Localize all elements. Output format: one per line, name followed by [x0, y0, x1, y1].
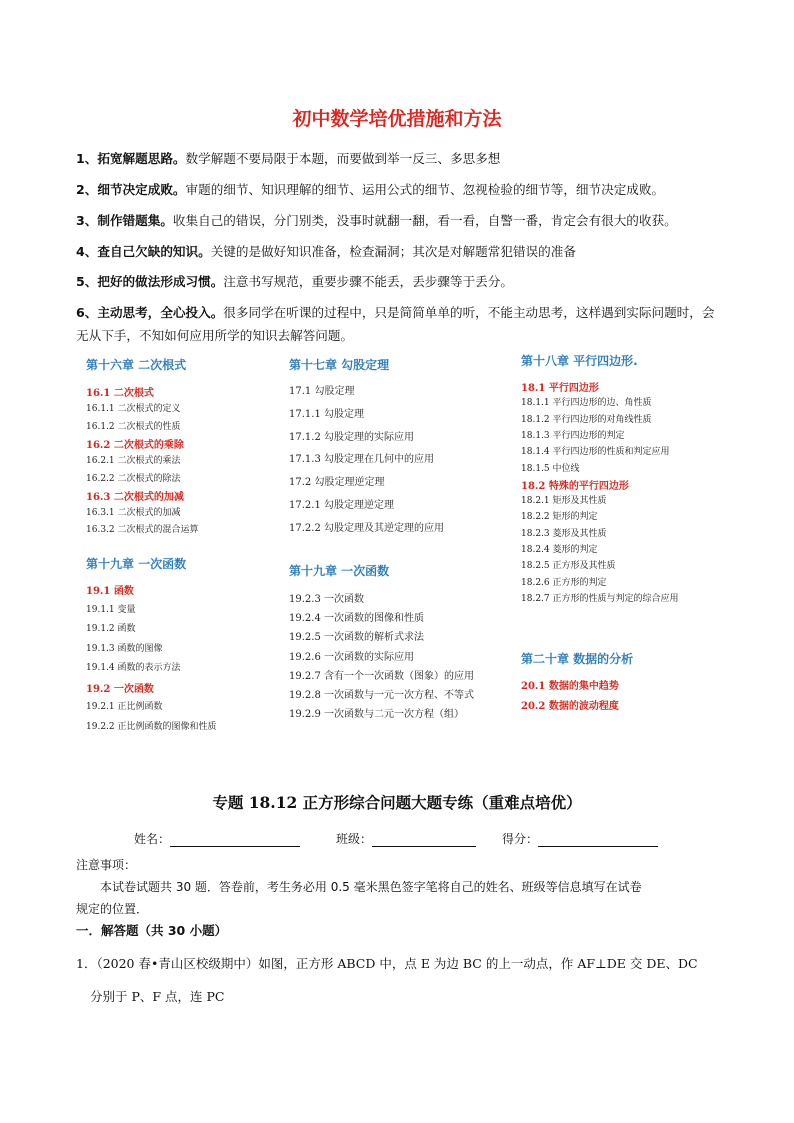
page-title: 初中数学培优措施和方法 — [292, 108, 502, 130]
syllabus-item: 19.2.6 一次函数的实际应用 — [289, 651, 414, 663]
syllabus-item: 18.2.3 菱形及其性质 — [521, 528, 607, 539]
syllabus-item: 16.1.1 二次根式的定义 — [86, 404, 181, 415]
tip-body: 审题的细节、知识理解的细节、运用公式的细节、忽视检验的细节等，细节决定成败。 — [185, 182, 665, 197]
syllabus-item: 18.2.7 正方形的性质与判定的综合应用 — [521, 593, 679, 604]
syllabus-item: 20.2 数据的波动程度 — [521, 701, 619, 712]
syllabus-item: 16.3 二次根式的加减 — [86, 491, 184, 503]
syllabus-item: 18.2 特殊的平行四边形 — [521, 480, 629, 492]
chapter-18-heading: 第十八章 平行四边形. — [521, 354, 638, 368]
score-blank[interactable] — [538, 834, 658, 847]
syllabus-item: 16.1.2 二次根式的性质 — [86, 421, 181, 432]
tip-head: 4、查自己欠缺的知识。 — [76, 244, 211, 259]
syllabus-item: 18.2.4 菱形的判定 — [521, 545, 598, 555]
syllabus-item: 19.1.4 函数的表示方法 — [86, 663, 181, 673]
syllabus-item: 19.2 一次函数 — [86, 683, 154, 695]
syllabus-item: 17.2.1 勾股定理逆定理 — [289, 500, 394, 511]
syllabus-item: 20.1 数据的集中趋势 — [521, 681, 619, 692]
tip-item — [76, 209, 726, 232]
tip-body: 数学解题不要局限于本题，而要做到举一反三、多思多想 — [185, 151, 501, 166]
syllabus-item: 19.2.9 一次函数与二元一次方程（组） — [289, 709, 464, 721]
tip-head: 2、细节决定成败。 — [76, 182, 186, 197]
score-field[interactable] — [502, 830, 658, 847]
syllabus-item: 16.2.2 二次根式的除法 — [86, 473, 181, 484]
syllabus-item: 18.2.2 矩形的判定 — [521, 512, 598, 523]
name-label: 姓名： — [134, 832, 171, 846]
tip-head: 3、制作错题集。 — [76, 213, 173, 228]
question-1-line-2: 分别于 P、F 点，连 PC — [90, 989, 225, 1004]
notes-body-1: 本试卷试题共 30 题．答卷前，考生务必用 0.5 毫米黑色签字笔将自己的姓名、班级等信息填写在试卷 — [100, 880, 642, 894]
syllabus-item: 18.1.2 平行四边形的对角线性质 — [521, 414, 652, 425]
syllabus-item: 19.1.1 变量 — [86, 604, 136, 615]
syllabus-item: 19.2.7 含有一个一次函数（图象）的应用 — [289, 670, 474, 682]
tip-item — [76, 178, 726, 201]
tip-body: 关键的是做好知识准备，检查漏洞；其次是对解题常犯错误的准备 — [210, 244, 576, 259]
syllabus-item: 18.1 平行四边形 — [521, 383, 599, 394]
syllabus-item: 18.2.6 正方形的判定 — [521, 577, 607, 588]
syllabus-item: 16.3.1 二次根式的加减 — [86, 508, 181, 519]
syllabus-item: 17.2.2 勾股定理及其逆定理的应用 — [289, 522, 444, 534]
class-field[interactable] — [336, 830, 476, 847]
chapter-16-heading: 第十六章 二次根式 — [86, 358, 187, 372]
chapter-19b-heading: 第十九章 一次函数 — [289, 564, 390, 578]
tip-body: 收集自己的错误，分门别类，没事时就翻一翻，看一看，自警一番，肯定会有很大的收获。 — [172, 213, 677, 228]
exam-title: 专题 18.12 正方形综合问题大题专练（重难点培优） — [212, 793, 582, 812]
name-blank[interactable] — [170, 834, 300, 847]
notes-label: 注意事项： — [76, 858, 137, 872]
syllabus-item: 18.1.5 中位线 — [521, 463, 580, 474]
tip-head: 6、主动思考，全心投入。 — [76, 305, 224, 320]
score-label: 得分： — [502, 832, 539, 846]
tip-item — [76, 301, 726, 347]
chapter-19-heading: 第十九章 一次函数 — [86, 557, 187, 571]
syllabus-item: 19.2.4 一次函数的图像和性质 — [289, 613, 424, 625]
syllabus-item: 17.1.2 勾股定理的实际应用 — [289, 431, 414, 443]
syllabus-item: 17.1.1 勾股定理 — [289, 408, 364, 420]
class-label: 班级： — [336, 832, 373, 846]
question-1-line-1: 1．（2020 春•青山区校级期中）如图，正方形 ABCD 中，点 E 为边 BC 的上一动点，作 AF⊥DE 交 DE、DC — [76, 956, 698, 971]
tip-item — [76, 270, 726, 293]
syllabus-item: 18.1.3 平行四边形的判定 — [521, 430, 625, 441]
syllabus-item: 16.2.1 二次根式的乘法 — [86, 456, 181, 467]
class-blank[interactable] — [372, 834, 476, 847]
name-field[interactable] — [134, 830, 300, 847]
syllabus-item: 19.1.2 函数 — [86, 624, 136, 634]
syllabus-item: 19.2.5 一次函数的解析式求法 — [289, 632, 424, 644]
syllabus-item: 17.1.3 勾股定理在几何中的应用 — [289, 454, 434, 466]
syllabus-item: 18.2.5 正方形及其性质 — [521, 561, 616, 572]
syllabus-item: 19.1.3 函数的图像 — [86, 643, 163, 654]
tip-head: 1、拓宽解题思路。 — [76, 151, 186, 166]
syllabus-item: 16.1 二次根式 — [86, 388, 154, 399]
section-heading: 一．解答题（共 30 小题） — [76, 923, 228, 938]
syllabus-item: 19.2.2 正比例函数的图像和性质 — [86, 721, 217, 732]
tip-body: 注意书写规范，重要步骤不能丢，丢步骤等于丢分。 — [223, 274, 513, 289]
syllabus-item: 18.1.1 平行四边形的边、角性质 — [521, 398, 652, 409]
syllabus-item: 19.1 函数 — [86, 586, 134, 597]
tip-head: 5、把好的做法形成习惯。 — [76, 274, 224, 289]
tip-body: 很多同学在听课的过程中，只是简简单单的听，不能主动思考，这样遇到实际问题时，会无从下手，不知如何应用所学的知识去解答问题。 — [76, 305, 715, 343]
syllabus-item: 19.2.8 一次函数与一元一次方程、不等式 — [289, 690, 474, 701]
tip-item — [76, 147, 726, 170]
syllabus-item: 18.2.1 矩形及其性质 — [521, 496, 607, 507]
notes-body-2: 规定的位置． — [76, 902, 149, 916]
syllabus-item: 19.2.3 一次函数 — [289, 594, 364, 605]
chapter-17-heading: 第十七章 勾股定理 — [289, 358, 390, 372]
syllabus-item: 17.2 勾股定理逆定理 — [289, 477, 385, 489]
syllabus-item: 18.1.4 平行四边形的性质和判定应用 — [521, 447, 670, 458]
syllabus-item: 16.3.2 二次根式的混合运算 — [86, 525, 199, 536]
syllabus-item: 17.1 勾股定理 — [289, 386, 355, 397]
syllabus-item: 16.2 二次根式的乘除 — [86, 439, 184, 451]
tip-item — [76, 240, 726, 263]
syllabus-item: 19.2.1 正比例函数 — [86, 702, 163, 712]
chapter-20-heading: 第二十章 数据的分析 — [521, 652, 634, 666]
